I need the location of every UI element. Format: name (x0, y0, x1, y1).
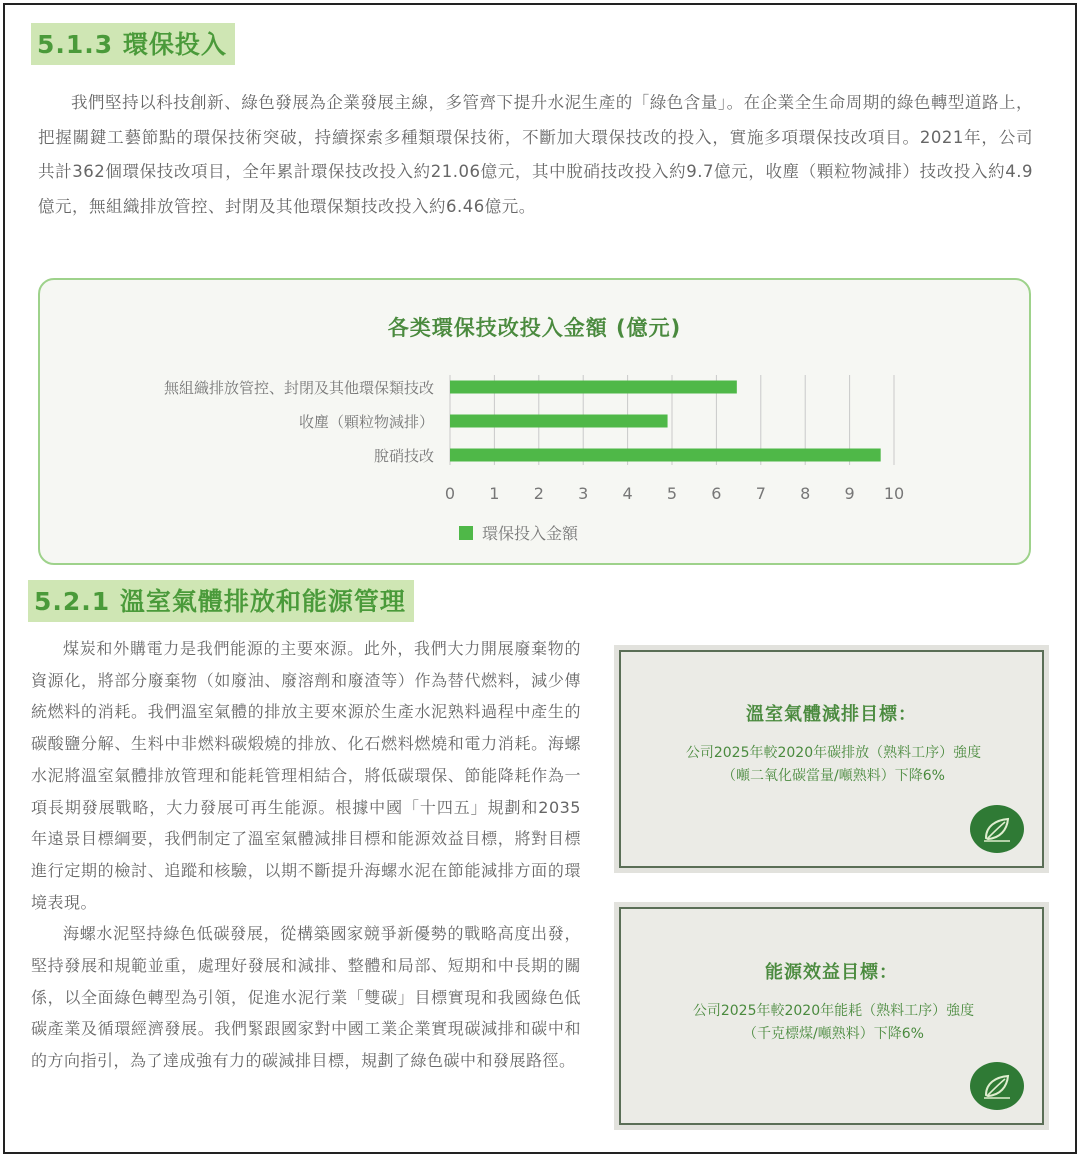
x-tick-label: 0 (444, 484, 456, 503)
bar (450, 415, 668, 428)
category-label: 脫硝技改 (373, 447, 434, 465)
x-tick-label: 4 (622, 484, 633, 503)
x-tick-label: 7 (755, 484, 766, 503)
ghg-reduction-target-card (619, 650, 1044, 868)
target-title: 溫室氣體減排目標： (746, 704, 917, 725)
target-title: 能源效益目標： (765, 962, 898, 983)
chart-title: 各类環保技改投入金額 (億元) (387, 316, 682, 340)
x-tick-label: 1 (489, 484, 500, 503)
target-description-line: （噸二氧化碳當量/噸熟料）下降6% (722, 768, 945, 784)
section2-paragraph-2: 海螺水泥堅持綠色低碳發展，從構築國家競爭新優勢的戰略高度出發，堅持發展和規範並重，處理好發展和減排、整體和局部、短期和中長期的關係，以全面綠色轉型為引領，促進水泥行業「雙碳」目標實現和我國綠色低碳產業及循環經濟發展。我們緊跟國家對中國工業企業實現碳減排和碳中和的方向指引，為了達成強有力的碳減排目標，規劃了綠色碳中和發展路徑。 (31, 924, 581, 1071)
page-frame (3, 3, 1077, 1154)
target-description (631, 1000, 1036, 1046)
investment-chart-panel (38, 278, 1031, 565)
energy-efficiency-target-card (619, 907, 1044, 1125)
x-tick-label: 5 (666, 484, 678, 503)
x-tick-label: 3 (578, 484, 589, 503)
category-label: 無組織排放管控、封閉及其他環保類技改 (163, 379, 434, 397)
target-description-line: 公司2025年較2020年能耗（熟料工序）強度 (692, 1003, 975, 1019)
target-description-line: （千克標煤/噸熟料）下降6% (743, 1026, 924, 1042)
investment-bar-chart (40, 280, 1033, 567)
target-description-line: 公司2025年較2020年碳排放（熟料工序）強度 (685, 745, 982, 761)
legend-label: 環保投入金額 (482, 524, 579, 543)
section-title-ghg-energy: 5.2.1 溫室氣體排放和能源管理 (28, 580, 414, 622)
legend-swatch (459, 526, 473, 540)
bar (450, 381, 737, 394)
x-tick-label: 8 (800, 484, 811, 503)
section-title-environmental-investment: 5.1.3 環保投入 (31, 23, 235, 65)
leaf-emblem-icon (970, 1062, 1024, 1110)
x-tick-label: 6 (711, 484, 722, 503)
section2-paragraphs (31, 633, 581, 1077)
section2-paragraph-1: 煤炭和外購電力是我們能源的主要來源。此外，我們大力開展廢棄物的資源化，將部分廢棄物（如廢油、廢溶劑和廢渣等）作為替代燃料，減少傳統燃料的消耗。我們溫室氣體的排放主要來源於生產水泥熟料過程中產生的碳酸鹽分解、生料中非燃料碳煅燒的排放、化石燃料燃燒和電力消耗。海螺水泥將溫室氣體排放管理和能耗管理相結合，將低碳環保、節能降耗作為一項長期發展戰略，大力發展可再生能源。根據中國「十四五」規劃和2035年遠景目標綱要，我們制定了溫室氣體減排目標和能源效益目標，將對目標進行定期的檢討、追蹤和核驗，以期不斷提升海螺水泥在節能減排方面的環境表現。 (31, 639, 581, 912)
target-description (631, 742, 1036, 788)
category-label: 收塵（顆粒物減排） (298, 413, 434, 431)
x-tick-label: 2 (533, 484, 544, 503)
leaf-emblem-icon (970, 805, 1024, 853)
bar (450, 449, 881, 462)
x-tick-label: 9 (844, 484, 855, 503)
section1-paragraph (38, 86, 1033, 224)
section1-paragraph-text: 我們堅持以科技創新、綠色發展為企業發展主線，多管齊下提升水泥生產的「綠色含量」。在企業全生命周期的綠色轉型道路上，把握關鍵工藝節點的環保技術突破，持續探索多種類環保技術，不斷加大環保技改的投入，實施多項環保技改項目。2021年，公司共計362個環保技改項目，全年累計環保技改投入約21.06億元，其中脫硝技改投入約9.7億元，收塵（顆粒物減排）技改投入約4.9億元，無組織排放管控、封閉及其他環保類技改投入約6.46億元。 (38, 93, 1033, 216)
x-tick-label: 10 (883, 484, 905, 503)
